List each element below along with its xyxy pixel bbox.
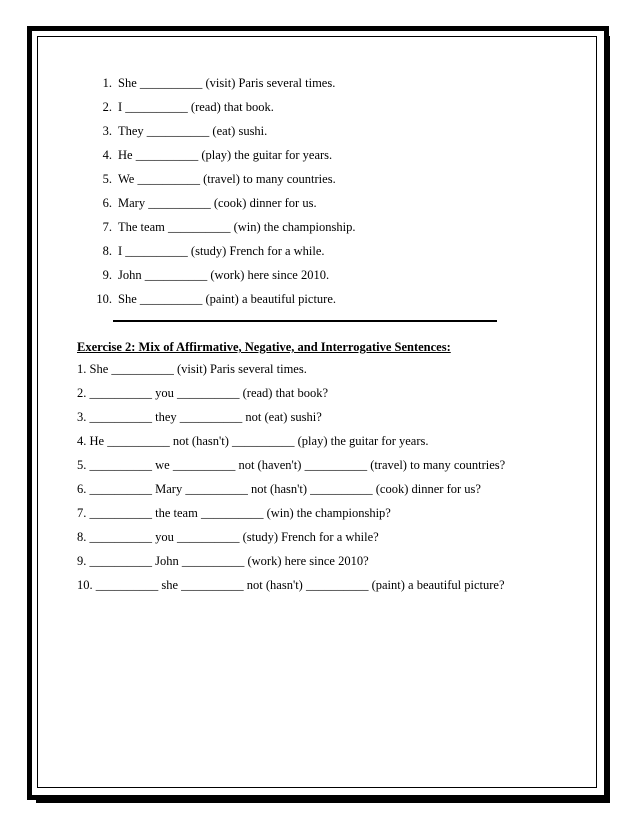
exercise-2-item: 4. He __________ not (hasn't) __________ (play) the guitar for years. — [77, 434, 429, 448]
exercise-1-item — [90, 71, 355, 95]
item-text: They __________ (eat) sushi. — [118, 124, 268, 138]
item-number: 2. — [102, 100, 112, 114]
item-number: 10. — [96, 292, 112, 306]
exercise-1-item — [90, 263, 355, 287]
exercise-2-item: 5. __________ we __________ not (haven't) __________ (travel) to many countries? — [77, 458, 506, 472]
exercise-1-item — [90, 95, 355, 119]
item-number: 7. — [102, 220, 112, 234]
item-text: We __________ (travel) to many countries. — [118, 172, 336, 186]
item-text: Mary __________ (cook) dinner for us. — [118, 196, 317, 210]
exercise-1-item — [90, 143, 355, 167]
item-number: 6. — [102, 196, 112, 210]
exercise-1-item — [90, 167, 355, 191]
item-number: 1. — [102, 76, 112, 90]
exercise-2-item: 3. __________ they __________ not (eat) sushi? — [77, 410, 322, 424]
item-text: John __________ (work) here since 2010. — [118, 268, 330, 282]
item-text: I __________ (read) that book. — [118, 100, 274, 114]
exercise-1-item — [90, 191, 355, 215]
exercise-1-item — [90, 215, 355, 239]
exercise-1-item — [90, 119, 355, 143]
exercise-2-item: 6. __________ Mary __________ not (hasn't) __________ (cook) dinner for us? — [77, 482, 481, 496]
exercise-2-list — [77, 357, 505, 597]
exercise-2-item: 9. __________ John __________ (work) here since 2010? — [77, 554, 369, 568]
item-text: He __________ (play) the guitar for years. — [118, 148, 333, 162]
exercise-2-item: 7. __________ the team __________ (win) the championship? — [77, 506, 391, 520]
exercise-1-item — [90, 239, 355, 263]
exercise-2-item: 10. __________ she __________ not (hasn't) __________ (paint) a beautiful picture? — [77, 578, 505, 592]
item-number: 5. — [102, 172, 112, 186]
item-number: 8. — [102, 244, 112, 258]
item-text: I __________ (study) French for a while. — [118, 244, 325, 258]
item-number: 9. — [102, 268, 112, 282]
exercise-1-item — [90, 287, 355, 311]
item-number: 4. — [102, 148, 112, 162]
item-text: She __________ (visit) Paris several times. — [118, 76, 336, 90]
exercise-2-item: 2. __________ you __________ (read) that book? — [77, 386, 329, 400]
exercise-2-item: 1. She __________ (visit) Paris several times. — [77, 362, 307, 376]
item-number: 3. — [102, 124, 112, 138]
exercise-1-list — [90, 71, 355, 311]
item-text: She __________ (paint) a beautiful picture. — [118, 292, 336, 306]
item-text: The team __________ (win) the championship. — [118, 220, 356, 234]
section-divider — [113, 320, 497, 322]
exercise-2-item: 8. __________ you __________ (study) French for a while? — [77, 530, 379, 544]
exercise-2-heading: Exercise 2: Mix of Affirmative, Negative, and Interrogative Sentences: — [77, 340, 451, 354]
